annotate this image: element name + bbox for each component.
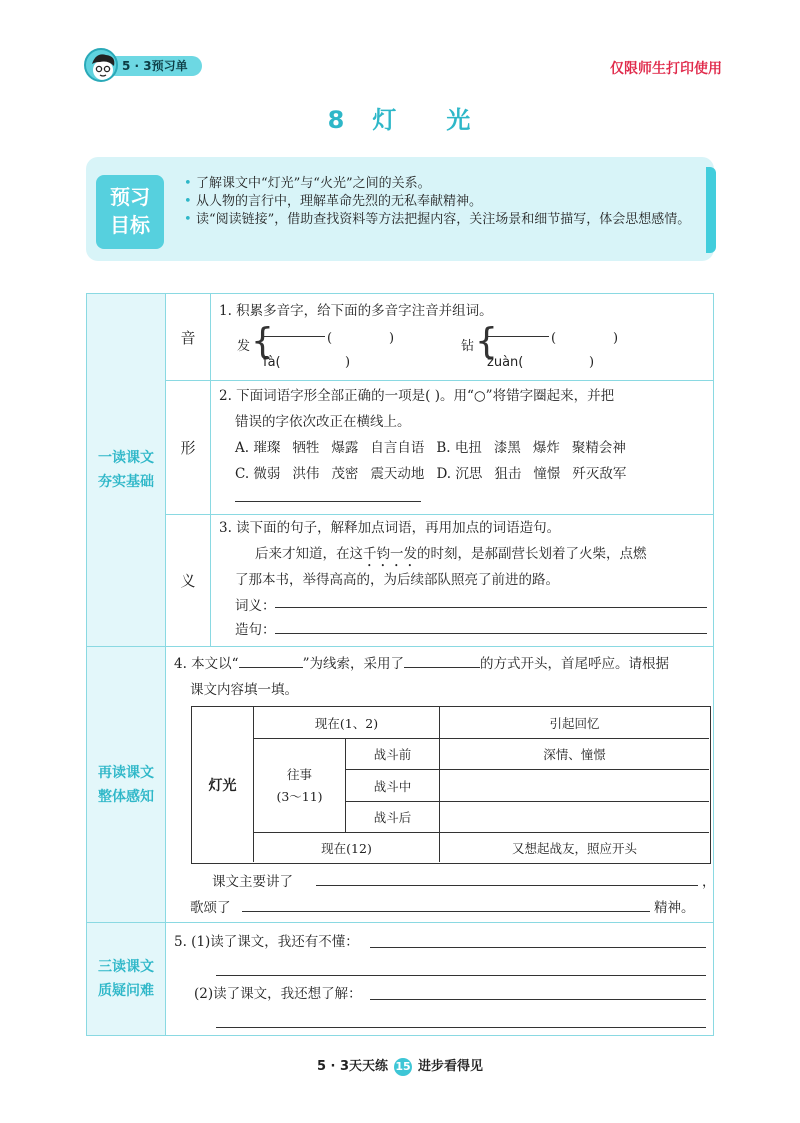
table-cell-blank <box>440 770 709 802</box>
section-read-once <box>87 294 166 647</box>
goals-badge-line2: 目标 <box>110 213 150 237</box>
header-badge-group <box>84 48 224 84</box>
exercise-table <box>86 293 714 1036</box>
option-word: 憧憬 <box>533 466 561 482</box>
option-word: 震天动地 <box>370 466 425 482</box>
sentence-pre: 后来才知道，在这 <box>255 546 363 562</box>
table-cell: 深情、憧憬 <box>440 739 709 770</box>
sentence-post: 的时刻，是郝副营长划着了火柴，点燃 <box>417 546 647 562</box>
section-read-twice <box>87 647 166 923</box>
option-word: 爆炸 <box>532 440 560 456</box>
option-word: C. 微弱 <box>235 466 281 482</box>
section-3-line1: 三读课文 <box>98 959 154 975</box>
section-1-line1: 一读课文 <box>98 450 154 466</box>
row-label-sound: 音 <box>166 294 211 381</box>
goals-badge <box>96 175 164 249</box>
goals-list <box>184 175 694 229</box>
goal-item: • 从人物的言行中，理解革命先烈的无私奉献精神。 <box>184 193 694 211</box>
q4-text: 的方式开头，首尾呼应。请根据 <box>479 656 669 672</box>
lesson-number: 8 <box>327 106 347 134</box>
option-word: D. 沉思 <box>436 466 483 482</box>
option-word: B. 电扭 <box>436 440 482 456</box>
answer-line <box>370 999 706 1000</box>
option-word: 自言自语 <box>370 440 425 456</box>
goals-badge-line1: 预习 <box>110 185 150 209</box>
past-label: 往事 <box>286 766 312 782</box>
q5-cell <box>166 923 714 1035</box>
word-meaning-label: 词义： <box>235 598 276 614</box>
option-word: 洪伟 <box>292 466 320 482</box>
section-2-line1: 再读课文 <box>98 764 154 781</box>
form-question-line1: 2. 下面词语字形全部正确的一项是( )。用“○”将错字圈起来，并把 <box>219 388 615 404</box>
section-3-line2: 质疑问难 <box>98 983 154 999</box>
mascot-icon <box>84 48 118 82</box>
table-cell: 战斗前 <box>346 739 440 770</box>
row-label-meaning: 义 <box>166 515 211 647</box>
answer-line <box>370 947 706 948</box>
q4-line2: 课文内容填一填。 <box>190 682 298 698</box>
lesson-title <box>0 100 800 135</box>
quoted-sentence-line2: 了那本书，举得高高的，为后续部队照亮了前进的路。 <box>235 572 559 588</box>
table-cell: 战斗后 <box>346 802 440 833</box>
form-cell <box>211 381 714 515</box>
preview-goals-panel <box>86 157 714 261</box>
q4-text: ”为线索，采用了 <box>302 656 404 672</box>
q4-line1 <box>174 651 669 677</box>
answer-line <box>316 885 698 886</box>
goal-item: • 读“阅读链接”，借助查找资料等方法把握内容，关注场景和细节描写，体会思想感情。 <box>184 211 694 229</box>
page-footer <box>0 1055 800 1076</box>
praise-end: 精神。 <box>654 900 695 916</box>
options-row-1 <box>235 435 638 461</box>
polyphone-char: 发 <box>237 339 251 354</box>
paren-close: ) <box>389 331 395 346</box>
option-word: 歼灭敌军 <box>572 466 627 482</box>
meaning-question: 3. 读下面的句子，解释加点词语，再用加点的词语造句。 <box>219 520 561 536</box>
q4-text: 4. 本文以“ <box>174 656 239 672</box>
pinyin-blank <box>263 324 325 337</box>
sound-question: 1. 积累多音字，给下面的多音字注音并组词。 <box>219 303 493 319</box>
brace-icon: { <box>475 321 498 362</box>
pinyin-blank <box>487 324 549 337</box>
main-content-label: 课文主要讲了 <box>212 874 293 890</box>
table-cell: 引起回忆 <box>440 707 709 739</box>
option-word: 爆露 <box>331 440 359 456</box>
answer-line <box>242 911 650 912</box>
lesson-title-char2: 光 <box>446 106 473 134</box>
footer-left: 5 · 3天天练 <box>316 1059 389 1074</box>
past-range: (3～11) <box>276 788 323 804</box>
table-cell: 现在(1、2) <box>254 707 440 739</box>
table-row-head: 灯光 <box>192 707 254 862</box>
table-cell: 战斗中 <box>346 770 440 802</box>
blank-line <box>404 653 480 668</box>
answer-line <box>235 501 421 502</box>
answer-line <box>216 1027 706 1028</box>
sound-cell <box>211 294 714 381</box>
table-cell <box>254 739 346 833</box>
brace-icon: { <box>251 321 274 362</box>
sentence-making-label: 造句： <box>235 622 276 638</box>
paren-open: ( <box>327 331 333 346</box>
q5-item1: 5. (1)读了课文，我还有不懂： <box>174 934 359 950</box>
answer-line <box>275 633 707 634</box>
section-1-line2: 夯实基础 <box>98 474 154 490</box>
page-number: 15 <box>394 1058 412 1076</box>
comma: ， <box>702 874 716 890</box>
option-word: 茂密 <box>331 466 359 482</box>
form-question-line2: 错误的字依次改正在横线上。 <box>235 414 411 430</box>
lesson-title-char1: 灯 <box>372 106 399 134</box>
table-cell: 又想起战友，照应开头 <box>511 840 637 856</box>
quoted-sentence-line1 <box>255 541 647 570</box>
option-word: 狙击 <box>494 466 522 482</box>
pinyin-given: zuàn( <box>487 355 524 370</box>
option-word: A. 璀璨 <box>235 440 281 456</box>
print-notice: 仅限师生打印使用 <box>610 61 722 77</box>
dotted-phrase: 千钧一发 <box>363 546 417 562</box>
table-cell-blank <box>440 802 709 833</box>
paren-close: ) <box>345 355 351 370</box>
blank-line <box>239 653 303 668</box>
paren-close: ) <box>589 355 595 370</box>
pinyin-given: fà( <box>263 355 281 370</box>
answer-line <box>275 607 707 608</box>
paren-close: ) <box>613 331 619 346</box>
lamplight-structure-table <box>191 706 711 864</box>
meaning-cell <box>211 515 714 647</box>
section-read-thrice <box>87 923 166 1035</box>
option-word: 聚精会神 <box>571 440 626 456</box>
q5-item2: (2)读了课文，我还想了解： <box>194 986 362 1002</box>
answer-line <box>216 975 706 976</box>
table-cell: 现在(12) <box>254 833 440 862</box>
section-2-line2: 整体感知 <box>98 788 154 805</box>
polyphone-char: 钻 <box>461 339 475 354</box>
row-label-form: 形 <box>166 381 211 515</box>
praise-label: 歌颂了 <box>190 900 231 916</box>
footer-right: 进步看得见 <box>418 1059 484 1074</box>
option-word: 漆黑 <box>493 440 521 456</box>
header-badge: 5 · 3预习单 <box>106 56 202 76</box>
option-word: 牺牲 <box>292 440 320 456</box>
options-row-2 <box>235 461 638 487</box>
goals-accent-strip <box>706 167 716 253</box>
goal-item: • 了解课文中“灯光”与“火光”之间的关系。 <box>184 175 694 193</box>
paren-open: ( <box>551 331 557 346</box>
